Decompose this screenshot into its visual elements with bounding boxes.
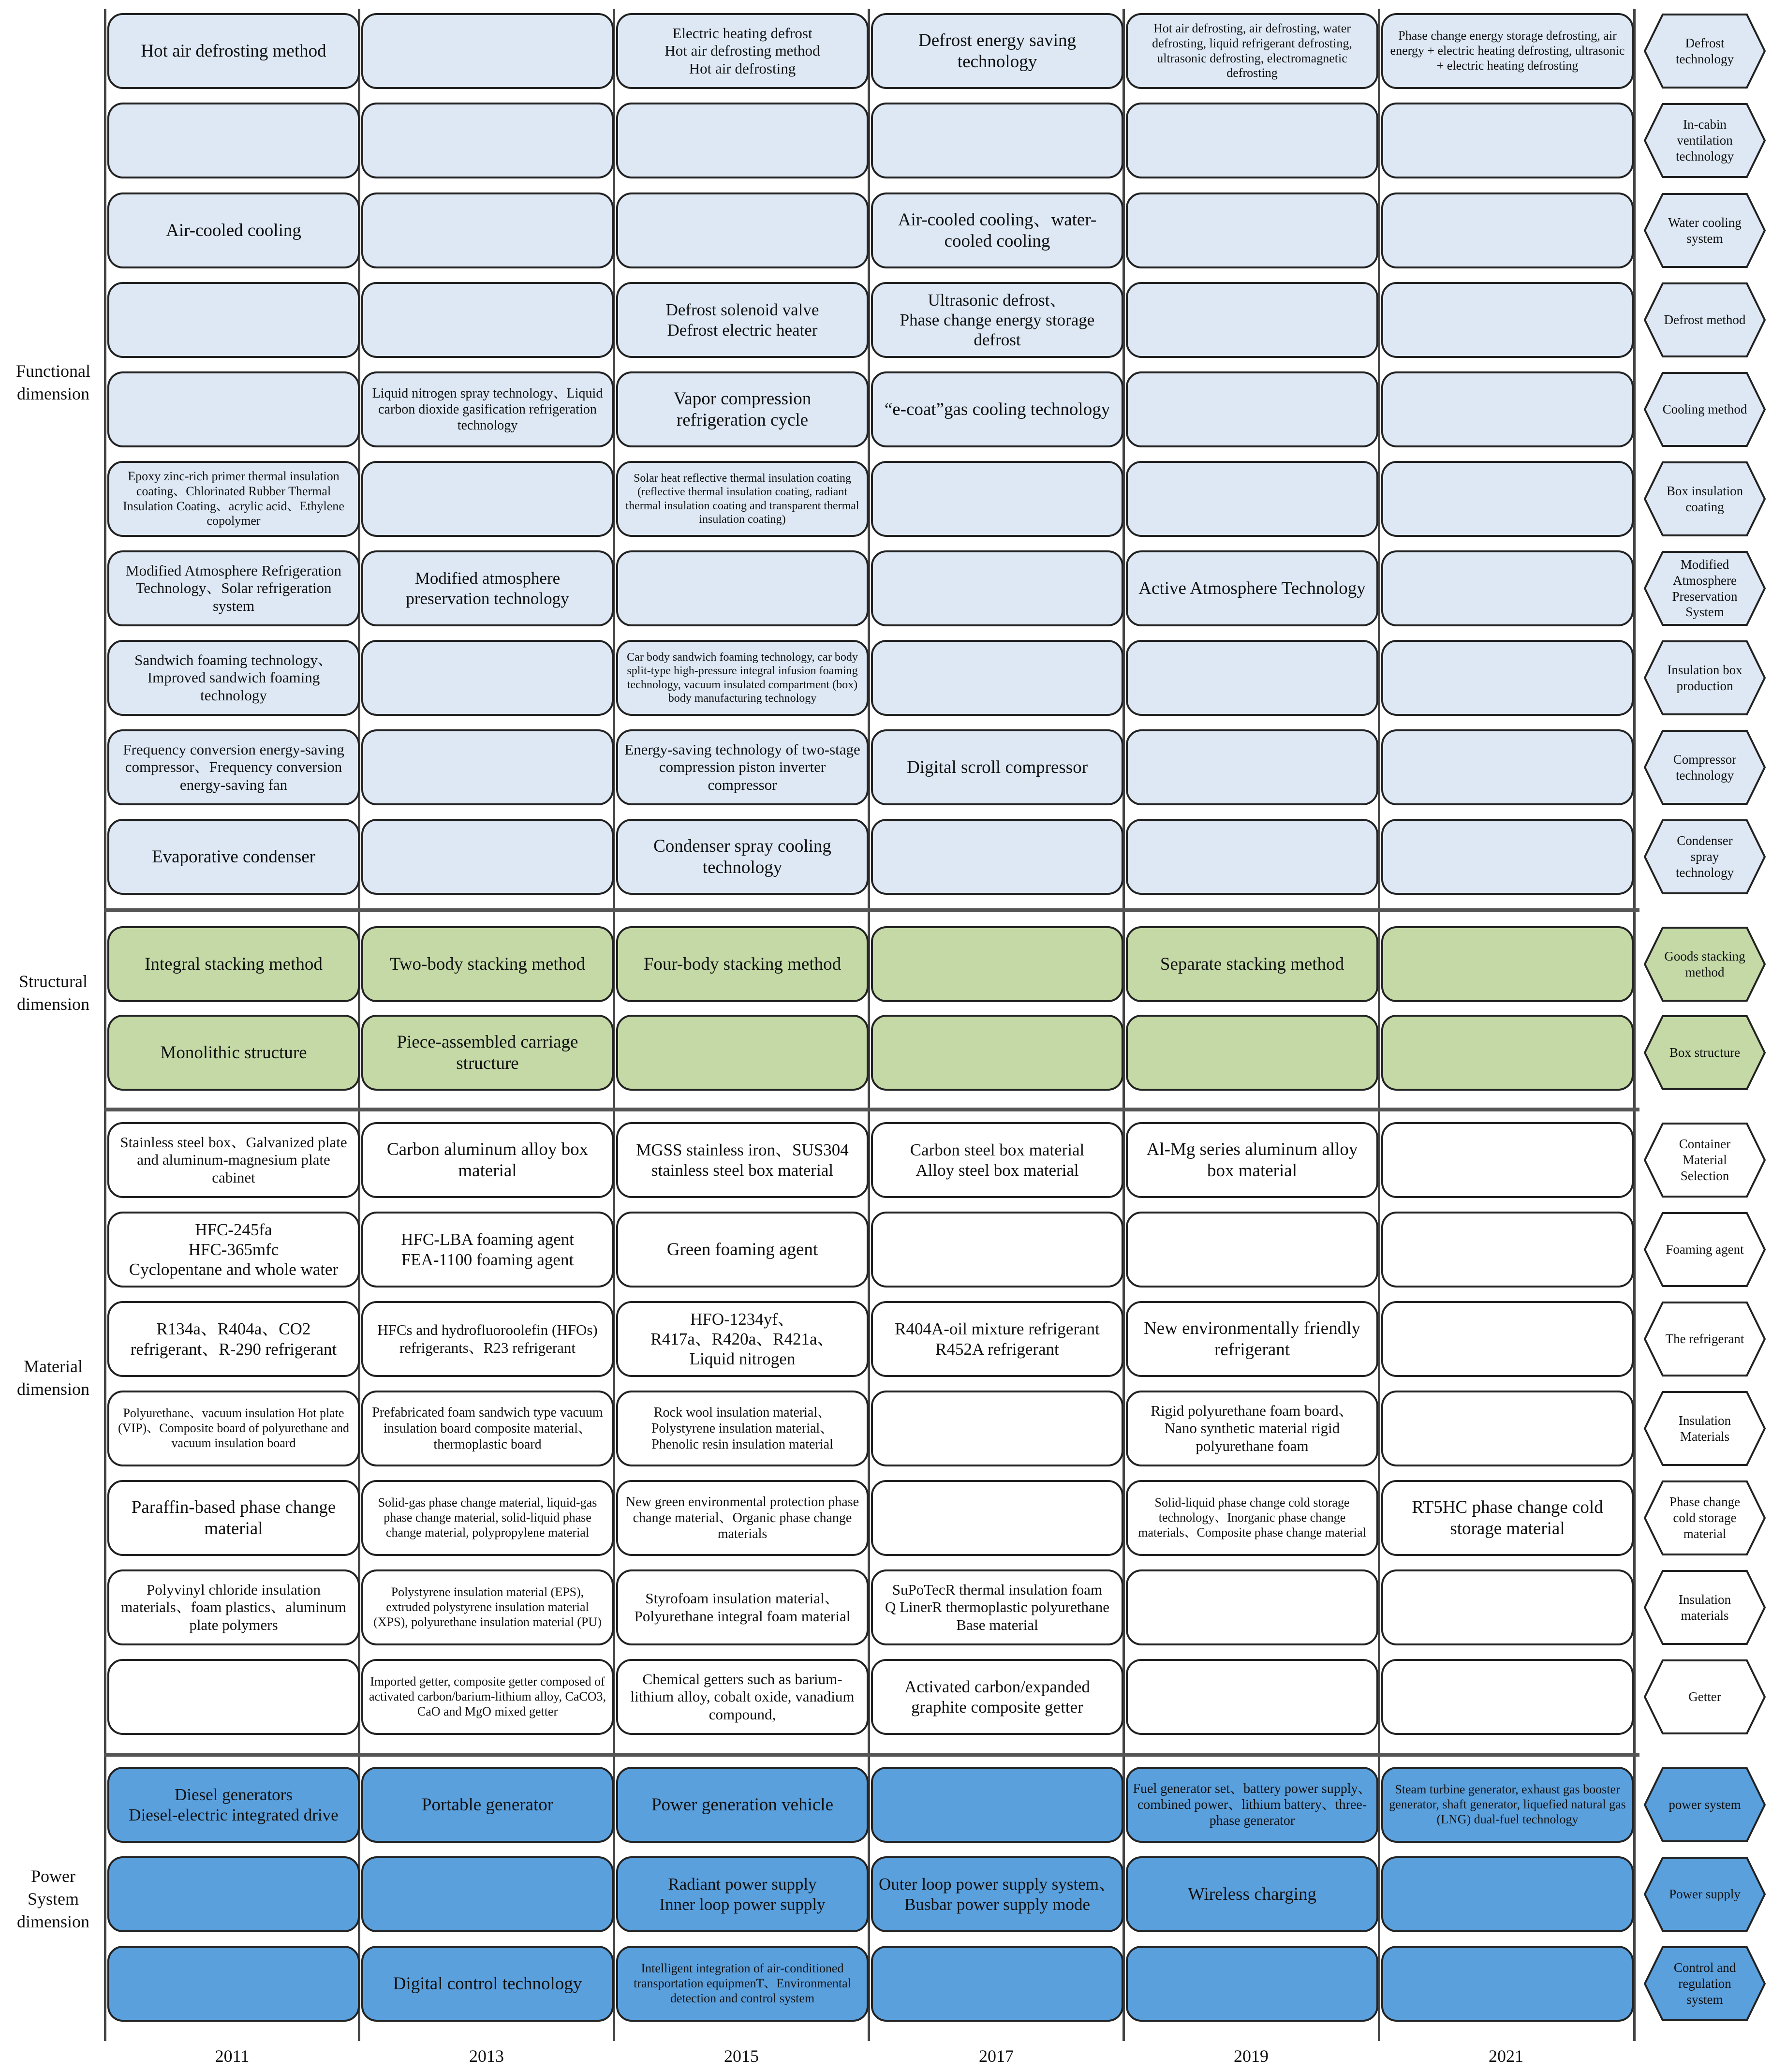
category-label: Box structure <box>1669 1045 1741 1060</box>
roadmap-cell-2015 <box>616 1122 869 1198</box>
cell-text: Portable generator <box>421 1794 554 1815</box>
cell-text: Paraffin-based phase change material <box>131 1497 336 1539</box>
roadmap-cell-2021 <box>1381 103 1634 178</box>
cell-text: Steam turbine generator, exhaust gas booster generator, shaft generator, liquefied natural gas (LNG) dual-fuel technology <box>1389 1782 1626 1826</box>
cell-text: MGSS stainless iron、SUS304 stainless steel box material <box>636 1140 849 1180</box>
roadmap-cell-2019 <box>1126 1767 1378 1843</box>
roadmap-cell-2015 <box>616 926 869 1002</box>
cell-text: Modified Atmosphere Refrigeration Technology、Solar refrigeration system <box>126 562 341 614</box>
cell-text: RT5HC phase change cold storage material <box>1412 1497 1603 1539</box>
roadmap-cell-2021 <box>1381 1856 1634 1932</box>
cell-text: New green environmental protection phase change material、Organic phase change materials <box>625 1494 859 1542</box>
cell-text: R134a、R404a、CO2 refrigerant、R-290 refrigerant <box>130 1319 337 1359</box>
roadmap-cell-2017 <box>871 1946 1123 2022</box>
cell-text: HFCs and hydrofluoroolefin (HFOs) refrigerants、R23 refrigerant <box>377 1321 598 1356</box>
roadmap-cell-2021 <box>1381 729 1634 805</box>
roadmap-cell-2011 <box>107 1946 360 2022</box>
roadmap-cell-2015 <box>616 819 869 895</box>
category-hexagon <box>1643 103 1766 178</box>
category-label: Control and regulation system <box>1673 1960 1736 2007</box>
cell-text: Car body sandwich foaming technology, car body split-type high-pressure integral infusion foaming technology, vacuum insulated compartment (box) body manufacturing technology <box>627 651 858 705</box>
roadmap-cell-2015 <box>616 1480 869 1556</box>
roadmap-cell-2013 <box>361 640 614 716</box>
cell-text: Evaporative condenser <box>152 846 315 867</box>
category-label: Modified Atmosphere Preservation System <box>1672 557 1738 620</box>
roadmap-cell-2015 <box>616 371 869 447</box>
roadmap-cell-2015 <box>616 192 869 268</box>
category-hexagon <box>1643 640 1766 716</box>
roadmap-cell-2019 <box>1126 640 1378 716</box>
cell-text: Solid-liquid phase change cold storage technology、Inorganic phase change materials、Composite phase change material <box>1138 1495 1366 1539</box>
roadmap-cell-2011 <box>107 282 360 358</box>
cell-text: Solar heat reflective thermal insulation coating (reflective thermal insulation coating, radiant thermal insulation coating and transparent thermal insulation coating) <box>625 472 859 526</box>
category-hexagon <box>1643 13 1766 89</box>
category-hexagon <box>1643 192 1766 268</box>
roadmap-cell-2011 <box>107 819 360 895</box>
roadmap-cell-2013 <box>361 550 614 626</box>
roadmap-cell-2011 <box>107 1856 360 1932</box>
cell-text: Hot air defrosting method <box>141 41 326 61</box>
roadmap-cell-2013 <box>361 1015 614 1091</box>
cell-text: Vapor compression refrigeration cycle <box>673 388 812 430</box>
roadmap-cell-2019 <box>1126 1569 1378 1645</box>
category-label: Insulation box production <box>1667 662 1742 693</box>
category-hexagon <box>1643 282 1766 358</box>
roadmap-cell-2021 <box>1381 1122 1634 1198</box>
roadmap-cell-2011 <box>107 103 360 178</box>
roadmap-cell-2021 <box>1381 1569 1634 1645</box>
cell-text: Power generation vehicle <box>651 1794 834 1815</box>
roadmap-cell-2015 <box>616 1015 869 1091</box>
cell-text: Styrofoam insulation material、 Polyurethane integral foam material <box>634 1589 851 1625</box>
dimension-separator <box>104 1108 1639 1111</box>
dimension-separator <box>104 1753 1639 1757</box>
category-hexagon <box>1643 1391 1766 1466</box>
roadmap-cell-2017 <box>871 1301 1123 1377</box>
roadmap-cell-2017 <box>871 103 1123 178</box>
category-label: Box insulation coating <box>1666 483 1743 514</box>
category-label: Cooling method <box>1662 402 1747 417</box>
cell-text: Frequency conversion energy-saving compressor、Frequency conversion energy-saving fan <box>123 740 344 793</box>
roadmap-cell-2015 <box>616 1856 869 1932</box>
roadmap-cell-2019 <box>1126 1856 1378 1932</box>
category-label: Water cooling system <box>1668 215 1742 246</box>
roadmap-cell-2019 <box>1126 13 1378 89</box>
category-hexagon <box>1643 1569 1766 1645</box>
roadmap-cell-2013 <box>361 1301 614 1377</box>
category-label: Phase change cold storage material <box>1669 1495 1741 1541</box>
roadmap-cell-2013 <box>361 819 614 895</box>
roadmap-cell-2019 <box>1126 371 1378 447</box>
cell-text: Polyvinyl chloride insulation materials、foam plastics、aluminum plate polymers <box>121 1581 346 1633</box>
dimension-label-power: Power System dimension <box>17 1866 89 1931</box>
year-label-2015: 2015 <box>724 2046 759 2066</box>
roadmap-cell-2017 <box>871 926 1123 1002</box>
cell-text: Prefabricated foam sandwich type vacuum insulation board composite material、thermoplastic board <box>372 1405 603 1452</box>
category-hexagon <box>1643 729 1766 805</box>
roadmap-cell-2013 <box>361 1212 614 1288</box>
cell-text: Polyurethane、vacuum insulation Hot plate (VIP)、Composite board of polyurethane and vacuum insulation board <box>118 1406 349 1450</box>
cell-text: Liquid nitrogen spray technology、Liquid carbon dioxide gasification refrigeration technology <box>372 385 603 433</box>
roadmap-cell-2013 <box>361 103 614 178</box>
cell-text: Defrost energy saving technology <box>918 30 1077 72</box>
roadmap-cell-2011 <box>107 192 360 268</box>
dimension-separator <box>104 908 1639 912</box>
category-hexagon <box>1643 1659 1766 1735</box>
roadmap-cell-2017 <box>871 1856 1123 1932</box>
roadmap-cell-2011 <box>107 1391 360 1466</box>
cell-text: “e-coat”gas cooling technology <box>884 399 1110 419</box>
roadmap-cell-2021 <box>1381 550 1634 626</box>
roadmap-cell-2019 <box>1126 926 1378 1002</box>
roadmap-cell-2011 <box>107 461 360 537</box>
cell-text: Condenser spray cooling technology <box>653 836 831 877</box>
category-hexagon <box>1643 819 1766 895</box>
roadmap-cell-2019 <box>1126 192 1378 268</box>
roadmap-cell-2015 <box>616 640 869 716</box>
category-label: Container Material Selection <box>1679 1137 1731 1183</box>
cell-text: New environmentally friendly refrigerant <box>1144 1318 1360 1360</box>
roadmap-cell-2011 <box>107 1212 360 1288</box>
roadmap-cell-2019 <box>1126 1212 1378 1288</box>
category-hexagon <box>1643 1480 1766 1556</box>
category-hexagon <box>1643 1015 1766 1091</box>
cell-text: HFO-1234yf、 R417a、R420a、R421a、 Liquid nitrogen <box>650 1309 834 1369</box>
roadmap-cell-2015 <box>616 1301 869 1377</box>
roadmap-cell-2021 <box>1381 1212 1634 1288</box>
roadmap-cell-2011 <box>107 1122 360 1198</box>
roadmap-cell-2019 <box>1126 1480 1378 1556</box>
cell-text: Activated carbon/expanded graphite composite getter <box>904 1677 1090 1717</box>
roadmap-cell-2015 <box>616 1767 869 1843</box>
roadmap-cell-2017 <box>871 1212 1123 1288</box>
roadmap-cell-2021 <box>1381 282 1634 358</box>
cell-text: Modified atmosphere preservation technology <box>406 569 569 608</box>
roadmap-cell-2011 <box>107 1301 360 1377</box>
roadmap-cell-2021 <box>1381 1946 1634 2022</box>
roadmap-cell-2017 <box>871 729 1123 805</box>
roadmap-cell-2021 <box>1381 1301 1634 1377</box>
category-hexagon <box>1643 926 1766 1002</box>
cell-text: Epoxy zinc-rich primer thermal insulation coating、Chlorinated Rubber Thermal Insulation Coating、acrylic acid、Ethylene copolymer <box>123 469 344 528</box>
category-label: Defrost technology <box>1676 35 1734 66</box>
roadmap-cell-2015 <box>616 1212 869 1288</box>
roadmap-cell-2017 <box>871 550 1123 626</box>
roadmap-cell-2011 <box>107 371 360 447</box>
roadmap-cell-2017 <box>871 1480 1123 1556</box>
roadmap-cell-2021 <box>1381 819 1634 895</box>
year-label-2019: 2019 <box>1234 2046 1269 2066</box>
roadmap-cell-2019 <box>1126 1946 1378 2022</box>
roadmap-cell-2019 <box>1126 1015 1378 1091</box>
roadmap-cell-2021 <box>1381 371 1634 447</box>
year-divider-line <box>104 9 106 2041</box>
cell-text: Monolithic structure <box>160 1042 307 1063</box>
cell-text: Imported getter, composite getter composed of activated carbon/barium-lithium alloy, CaCO3, CaO and MgO mixed getter <box>369 1674 606 1718</box>
category-label: In-cabin ventilation technology <box>1676 117 1734 163</box>
roadmap-cell-2017 <box>871 1659 1123 1735</box>
roadmap-cell-2015 <box>616 282 869 358</box>
roadmap-cell-2015 <box>616 550 869 626</box>
roadmap-cell-2011 <box>107 1569 360 1645</box>
roadmap-cell-2013 <box>361 729 614 805</box>
roadmap-cell-2015 <box>616 729 869 805</box>
category-label: The refrigerant <box>1665 1332 1744 1347</box>
cell-text: Green foaming agent <box>666 1239 818 1259</box>
year-label-2011: 2011 <box>215 2046 250 2066</box>
year-label-2021: 2021 <box>1489 2046 1523 2066</box>
roadmap-cell-2017 <box>871 640 1123 716</box>
roadmap-cell-2013 <box>361 1480 614 1556</box>
cell-text: Solid-gas phase change material, liquid-gas phase change material, solid-liquid phase change material, polypropylene material <box>378 1495 597 1539</box>
roadmap-cell-2019 <box>1126 550 1378 626</box>
cell-text: Integral stacking method <box>145 954 323 974</box>
roadmap-cell-2011 <box>107 550 360 626</box>
cell-text: Active Atmosphere Technology <box>1138 578 1366 598</box>
roadmap-cell-2013 <box>361 1391 614 1466</box>
roadmap-cell-2021 <box>1381 192 1634 268</box>
roadmap-cell-2021 <box>1381 1391 1634 1466</box>
cell-text: Radiant power supply Inner loop power supply <box>659 1875 826 1914</box>
category-hexagon <box>1643 1301 1766 1377</box>
category-hexagon <box>1643 550 1766 626</box>
cell-text: Two-body stacking method <box>389 954 586 974</box>
year-label-2017: 2017 <box>979 2046 1014 2066</box>
roadmap-cell-2015 <box>616 1391 869 1466</box>
roadmap-cell-2011 <box>107 1659 360 1735</box>
roadmap-cell-2015 <box>616 461 869 537</box>
cell-text: Digital control technology <box>393 1973 582 1994</box>
roadmap-cell-2019 <box>1126 103 1378 178</box>
cell-text: Al-Mg series aluminum alloy box material <box>1146 1139 1358 1181</box>
roadmap-cell-2015 <box>616 13 869 89</box>
cell-text: Defrost solenoid valve Defrost electric heater <box>665 300 819 340</box>
cell-text: Air-cooled cooling <box>166 220 301 240</box>
roadmap-cell-2019 <box>1126 461 1378 537</box>
roadmap-cell-2017 <box>871 13 1123 89</box>
roadmap-cell-2017 <box>871 1569 1123 1645</box>
category-label: Insulation materials <box>1679 1592 1731 1623</box>
cell-text: Electric heating defrost Hot air defrosting method Hot air defrosting <box>664 24 820 77</box>
roadmap-cell-2013 <box>361 13 614 89</box>
roadmap-cell-2021 <box>1381 13 1634 89</box>
dimension-label-material: Material dimension <box>17 1357 89 1399</box>
cell-text: Rigid polyurethane foam board、 Nano synthetic material rigid polyurethane foam <box>1151 1402 1354 1454</box>
cell-text: Air-cooled cooling、water-cooled cooling <box>898 209 1097 251</box>
roadmap-cell-2019 <box>1126 819 1378 895</box>
roadmap-cell-2013 <box>361 1659 614 1735</box>
roadmap-cell-2011 <box>107 729 360 805</box>
dimension-label-structural: Structural dimension <box>17 972 89 1014</box>
cell-text: Polystyrene insulation material (EPS), extruded polystyrene insulation material (XPS), polyurethane insulation material (PU) <box>373 1585 602 1629</box>
cell-text: Four-body stacking method <box>643 954 842 974</box>
roadmap-cell-2019 <box>1126 282 1378 358</box>
roadmap-cell-2015 <box>616 103 869 178</box>
roadmap-cell-2017 <box>871 282 1123 358</box>
dimension-label-functional: Functional dimension <box>16 361 90 403</box>
roadmap-cell-2019 <box>1126 1659 1378 1735</box>
category-hexagon <box>1643 461 1766 537</box>
roadmap-cell-2011 <box>107 640 360 716</box>
roadmap-cell-2017 <box>871 461 1123 537</box>
cell-text: Intelligent integration of air-conditioned transportation equipmenT、Environmental detection and control system <box>634 1961 851 2005</box>
roadmap-cell-2017 <box>871 1767 1123 1843</box>
cell-text: SuPoTecR thermal insulation foam Q LinerR thermoplastic polyurethane Base material <box>885 1581 1109 1633</box>
category-label: Condenser spray technology <box>1676 833 1734 880</box>
roadmap-cell-2011 <box>107 926 360 1002</box>
cell-text: HFC-245fa HFC-365mfc Cyclopentane and whole water <box>129 1220 339 1279</box>
category-label: Power supply <box>1669 1887 1741 1902</box>
roadmap-cell-2017 <box>871 1015 1123 1091</box>
roadmap-cell-2019 <box>1126 729 1378 805</box>
category-label: Foaming agent <box>1666 1242 1744 1257</box>
roadmap-cell-2013 <box>361 1856 614 1932</box>
cell-text: Ultrasonic defrost、 Phase change energy storage defrost <box>900 290 1095 350</box>
roadmap-cell-2017 <box>871 1122 1123 1198</box>
cell-text: Hot air defrosting, air defrosting, water defrosting, liquid refrigerant defrosting, ultrasonic defrosting, electromagnetic defrosting <box>1152 21 1352 80</box>
roadmap-cell-2015 <box>616 1946 869 2022</box>
roadmap-cell-2021 <box>1381 640 1634 716</box>
roadmap-cell-2019 <box>1126 1122 1378 1198</box>
category-hexagon <box>1643 1946 1766 2022</box>
cell-text: Carbon aluminum alloy box material <box>386 1139 589 1181</box>
cell-text: Digital scroll compressor <box>906 757 1088 777</box>
roadmap-cell-2013 <box>361 371 614 447</box>
roadmap-cell-2021 <box>1381 1659 1634 1735</box>
roadmap-cell-2013 <box>361 282 614 358</box>
roadmap-cell-2013 <box>361 926 614 1002</box>
category-hexagon <box>1643 1122 1766 1198</box>
category-label: Defrost method <box>1664 312 1746 327</box>
cell-text: Fuel generator set、battery power supply、combined power、lithium battery、three-phase generator <box>1133 1781 1372 1829</box>
category-hexagon <box>1643 1856 1766 1932</box>
roadmap-cell-2013 <box>361 1946 614 2022</box>
roadmap-cell-2019 <box>1126 1391 1378 1466</box>
category-hexagon <box>1643 1767 1766 1843</box>
cell-text: Separate stacking method <box>1160 954 1344 974</box>
category-hexagon <box>1643 371 1766 447</box>
roadmap-cell-2015 <box>616 1569 869 1645</box>
cell-text: Rock wool insulation material、 Polystyrene insulation material、 Phenolic resin insulation material <box>651 1405 834 1452</box>
category-label: power system <box>1669 1797 1741 1812</box>
roadmap-cell-2017 <box>871 192 1123 268</box>
roadmap-cell-2013 <box>361 461 614 537</box>
category-label: Goods stacking method <box>1664 948 1745 979</box>
roadmap-cell-2021 <box>1381 926 1634 1002</box>
roadmap-cell-2013 <box>361 1122 614 1198</box>
cell-text: HFC-LBA foaming agent FEA-1100 foaming agent <box>401 1230 574 1269</box>
cell-text: Diesel generators Diesel-electric integrated drive <box>129 1785 339 1824</box>
cell-text: Piece-assembled carriage structure <box>397 1032 578 1073</box>
year-label-2013: 2013 <box>469 2046 504 2066</box>
roadmap-cell-2017 <box>871 819 1123 895</box>
roadmap-cell-2019 <box>1126 1301 1378 1377</box>
cell-text: Sandwich foaming technology、Improved sandwich foaming technology <box>134 651 333 704</box>
roadmap-cell-2021 <box>1381 1480 1634 1556</box>
roadmap-cell-2015 <box>616 1659 869 1735</box>
roadmap-cell-2021 <box>1381 1767 1634 1843</box>
category-label: Insulation Materials <box>1679 1413 1731 1444</box>
cell-text: Energy-saving technology of two-stage compression piston inverter compressor <box>624 740 860 793</box>
roadmap-cell-2021 <box>1381 1015 1634 1091</box>
roadmap-cell-2013 <box>361 192 614 268</box>
cell-text: Stainless steel box、Galvanized plate and aluminum-magnesium plate cabinet <box>120 1133 347 1186</box>
roadmap-cell-2011 <box>107 1480 360 1556</box>
roadmap-cell-2021 <box>1381 461 1634 537</box>
cell-text: Chemical getters such as barium-lithium alloy, cobalt oxide, vanadium compound, <box>630 1670 855 1723</box>
category-label: Compressor technology <box>1673 752 1737 783</box>
cell-text: R404A-oil mixture refrigerant R452A refrigerant <box>895 1319 1100 1359</box>
cell-text: Outer loop power supply system、Busbar power supply mode <box>879 1875 1116 1914</box>
roadmap-cell-2011 <box>107 13 360 89</box>
roadmap-cell-2017 <box>871 1391 1123 1466</box>
roadmap-cell-2013 <box>361 1767 614 1843</box>
roadmap-cell-2017 <box>871 371 1123 447</box>
roadmap-cell-2011 <box>107 1767 360 1843</box>
category-hexagon <box>1643 1212 1766 1288</box>
cell-text: Carbon steel box material Alloy steel box material <box>910 1140 1085 1180</box>
cell-text: Phase change energy storage defrosting, air energy + electric heating defrosting, ultrasonic + electric heating defrosting <box>1390 29 1625 73</box>
roadmap-cell-2011 <box>107 1015 360 1091</box>
cell-text: Wireless charging <box>1188 1884 1316 1904</box>
category-label: Getter <box>1688 1689 1721 1704</box>
roadmap-cell-2013 <box>361 1569 614 1645</box>
